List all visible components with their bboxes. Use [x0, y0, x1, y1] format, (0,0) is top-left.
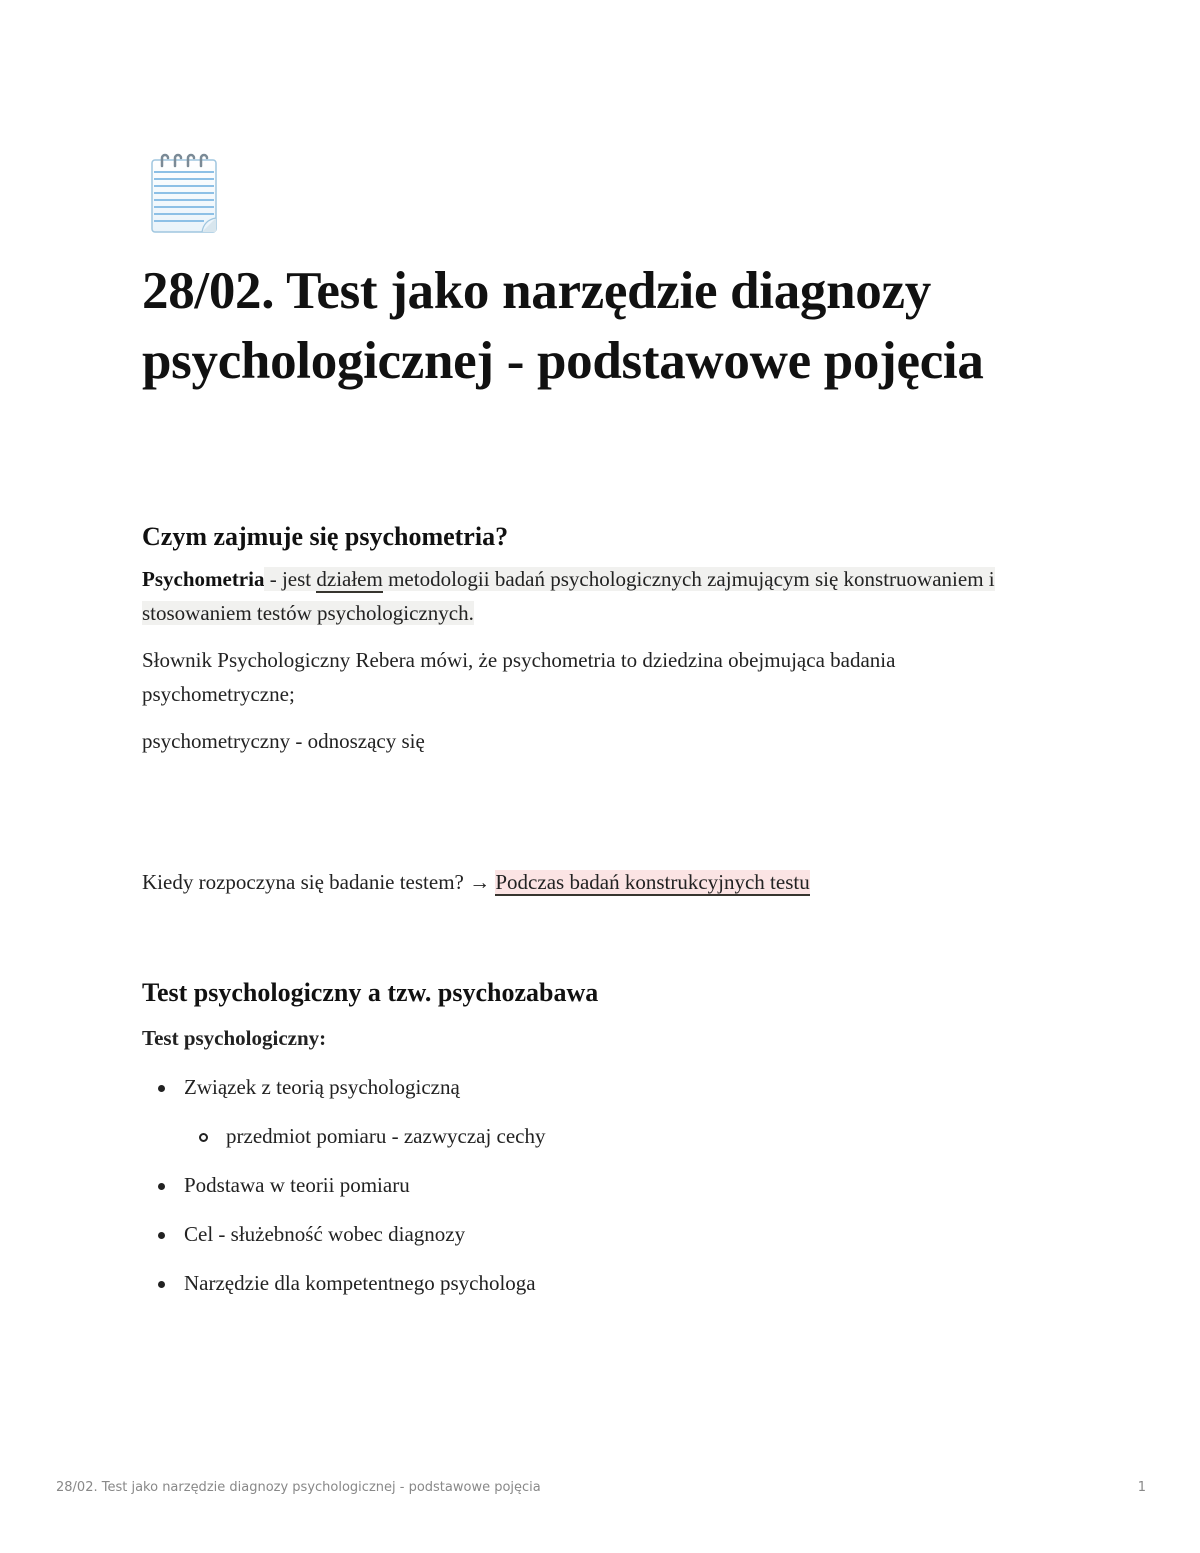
test-subheading: Test psychologiczny: [142, 1026, 327, 1050]
footer-title: 28/02. Test jako narzędzie diagnozy psychologicznej - podstawowe pojęcia [56, 1480, 541, 1495]
notepad-icon [142, 150, 222, 234]
list-item: Związek z teorią psychologiczną [142, 1070, 1042, 1104]
test-features-list [142, 1070, 1042, 1300]
list-item: Narzędzie dla kompetentnego psychologa [142, 1266, 1042, 1300]
document-page [142, 150, 1042, 1315]
list-item-nested: przedmiot pomiaru - zazwyczaj cechy [142, 1119, 1042, 1153]
question-text: Kiedy rozpoczyna się badanie testem? → [142, 870, 496, 894]
definition-paragraph [142, 562, 1042, 630]
reber-paragraph: Słownik Psychologiczny Rebera mówi, że psychometria to dziedzina obejmująca badania psychometryczne; [142, 648, 896, 706]
list-item: Podstawa w teorii pomiaru [142, 1168, 1042, 1202]
page-title: 28/02. Test jako narzędzie diagnozy psychologicznej - podstawowe pojęcia [142, 262, 984, 390]
page-number: 1 [1137, 1480, 1146, 1495]
definition-highlight [142, 567, 995, 625]
definition-link[interactable]: działem [316, 567, 383, 591]
definition-text: metodologii badań psychologicznych zajmującym się konstruowaniem i stosowaniem testów psychologicznych. [142, 567, 995, 625]
section-heading-psychometria: Czym zajmuje się psychometria? [142, 522, 509, 551]
question-paragraph [142, 865, 1042, 899]
section-heading-test: Test psychologiczny a tzw. psychozabawa [142, 978, 599, 1007]
definition-term: Psychometria [142, 567, 265, 591]
question-answer-link[interactable]: Podczas badań konstrukcyjnych testu [495, 870, 810, 894]
list-item: Cel - służebność wobec diagnozy [142, 1217, 1042, 1251]
psychometryczny-paragraph: psychometryczny - odnoszący się [142, 729, 425, 753]
definition-separator: - jest [264, 567, 317, 591]
page-footer [56, 1480, 1146, 1495]
